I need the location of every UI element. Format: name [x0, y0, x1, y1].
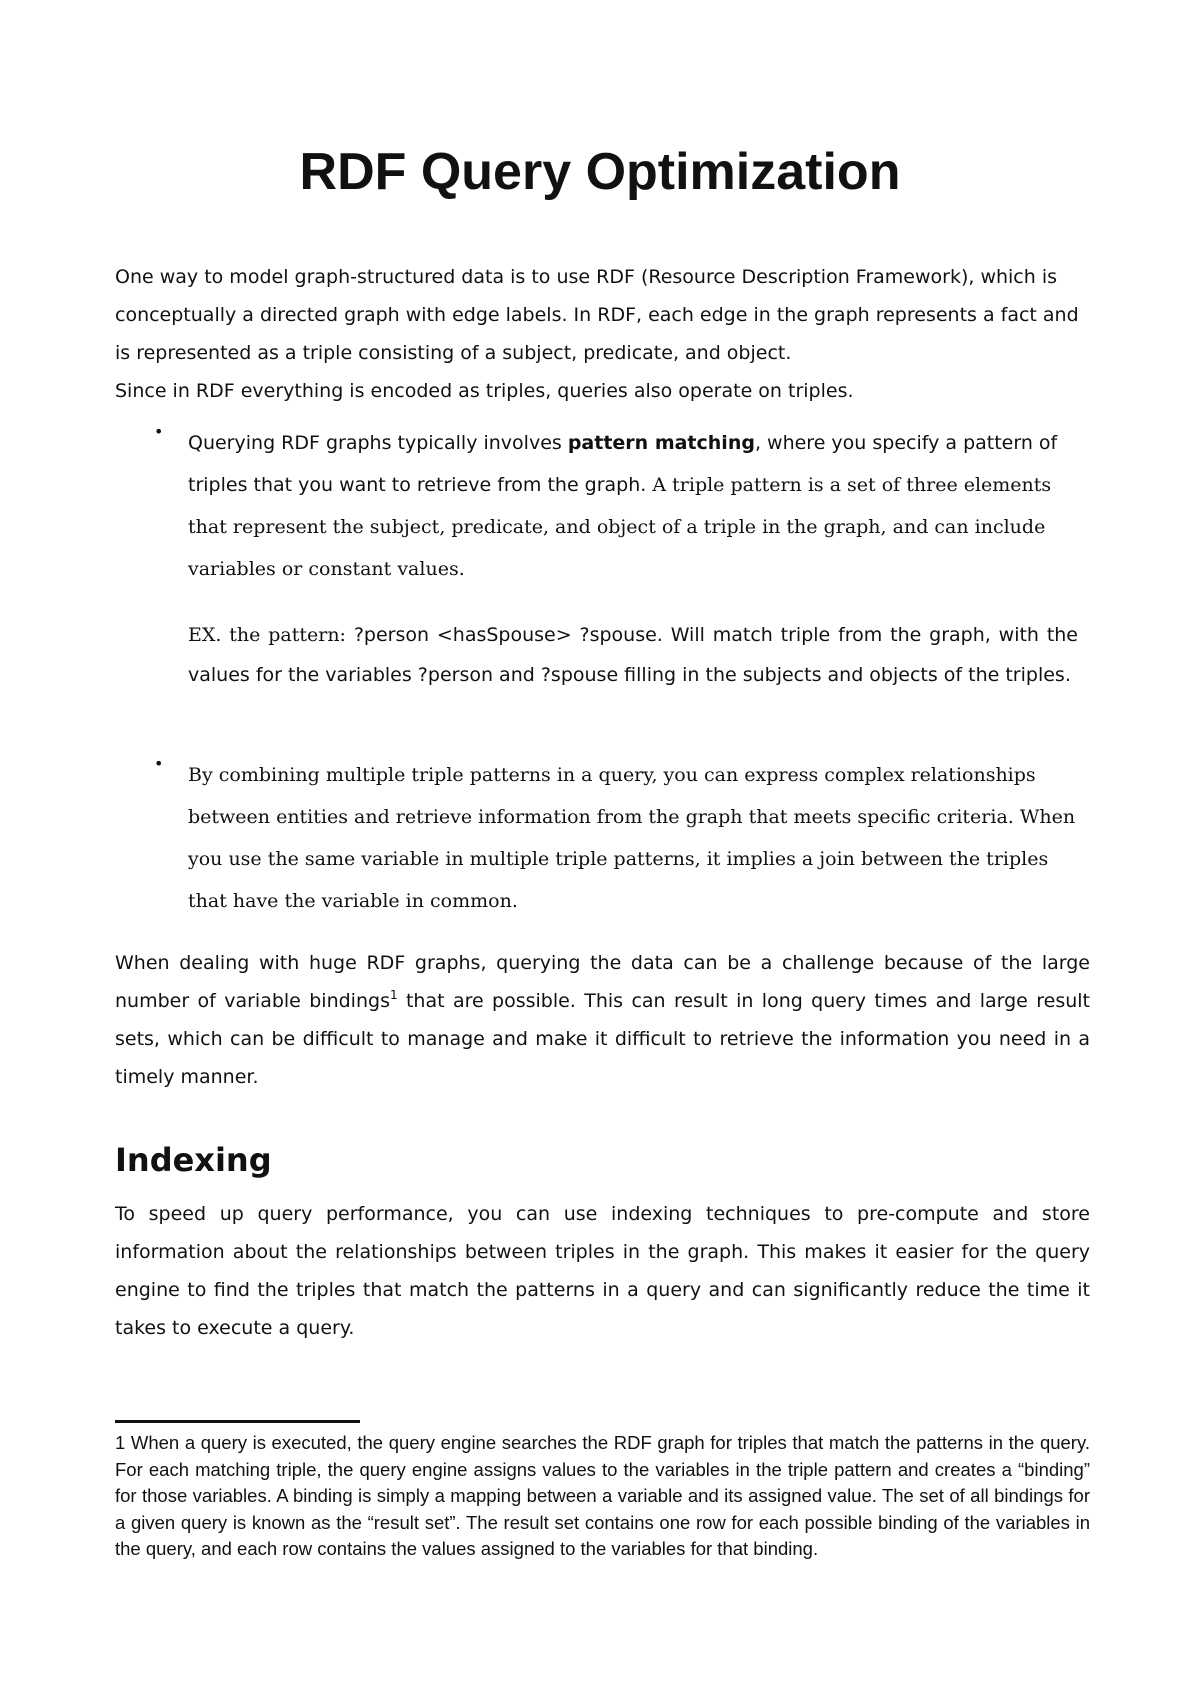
intro-text-second: Since in RDF everything is encoded as triples, queries also operate on triples. [115, 380, 854, 402]
section-heading: Indexing [115, 1141, 272, 1179]
list-item-text [188, 422, 1090, 590]
list-item-text-end: A triple pattern is a set of three elements that represent the subject, predicate, and object of a triple in the graph, and can include variables or constant values. [188, 474, 1052, 580]
bullet-icon: • [154, 422, 164, 441]
list-item-text-start: Querying RDF graphs typically involves [188, 432, 568, 454]
footnote: 1 When a query is executed, the query engine searches the RDF graph for triples that match the patterns in the query. For each matching triple, the query engine assigns values to the variables in the triple pattern and creates a “binding” for those variables. A binding is simply a mapping between a variable and its assigned value. The set of all bindings for a given query is known as the “result set”. The result set contains one row for each possible binding of the variables in the query, and each row contains the values assigned to the variables for that binding. [115, 1432, 1090, 1559]
example-body: ?person <hasSpouse> ?spouse. Will match triple from the graph, with the values for the variables ?person and ?spouse filling in the subjects and objects of the triples. [188, 624, 1078, 686]
list-item [154, 754, 1090, 922]
body-paragraph: To speed up query performance, you can use indexing techniques to pre-compute and store information about the relationships between triples in the graph. This makes it easier for the query engine to find the triples that match the patterns in a query and can significantly reduce the time it takes to execute a query. [115, 1203, 1090, 1339]
paragraph-text-start: When dealing with huge RDF graphs, querying the data can be a challenge because of the large number of variable bindings [115, 952, 1090, 1012]
footnote-divider [115, 1420, 360, 1423]
footnote-reference[interactable]: 1 [389, 988, 398, 1002]
body-paragraph [115, 944, 1090, 1096]
paragraph-text-end: that are possible. This can result in long query times and large result sets, which can be difficult to manage and make it difficult to retrieve the information you need in a timely manner. [115, 990, 1090, 1088]
list-item-text-middle: , where you specify a pattern of triples that you want to retrieve from the graph. [188, 432, 1058, 496]
example-text [188, 614, 1078, 694]
list-item-text: By combining multiple triple patterns in a query, you can express complex relationships between entities and retrieve information from the graph that meets specific criteria. When you use the same variable in multiple triple patterns, it implies a join between the triples that have the variable in common. [188, 764, 1076, 912]
intro-text: One way to model graph-structured data is to use RDF (Resource Description Framework), which is conceptually a directed graph with edge labels. In RDF, each edge in the graph represents a fact and is represented as a triple consisting of a subject, predicate, and object. [115, 266, 1079, 364]
example-label: EX. the pattern: [188, 624, 354, 646]
bullet-icon: • [154, 754, 164, 773]
list-item [154, 422, 1090, 590]
bold-term: pattern matching [567, 432, 755, 454]
intro-paragraph [115, 258, 1090, 410]
page-title: RDF Query Optimization [299, 143, 901, 201]
